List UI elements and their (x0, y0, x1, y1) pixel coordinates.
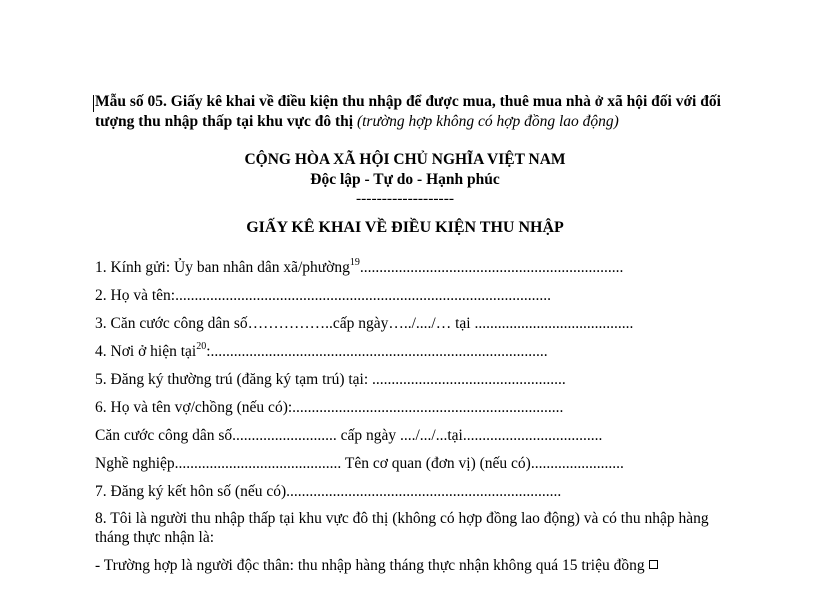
checkbox-single[interactable] (649, 560, 658, 569)
field-spouse-name: 6. Họ và tên vợ/chồng (nếu có):...................................................................... (95, 399, 564, 416)
field-full-name: 2. Họ và tên:................................................................................................. (95, 287, 551, 304)
field-single-income (95, 556, 735, 575)
form-note: (trường hợp không có hợp đồng lao động) (356, 112, 619, 130)
form-heading (95, 92, 725, 131)
field-single-income-text: - Trường hợp là người độc thân: thu nhập hàng tháng thực nhận không quá 15 triệu đồng (95, 557, 645, 574)
field-residence-label: 4. Nơi ở hiện tại (95, 343, 197, 360)
nation-title: CỘNG HÒA XÃ HỘI CHỦ NGHĨA VIỆT NAM (244, 151, 566, 168)
field-registration: 5. Đăng ký thường trú (đăng ký tạm trú) tại: .................................................. (95, 371, 566, 388)
footnote-19: 19 (349, 256, 360, 268)
field-residence-dots: :....................................................................................... (206, 343, 548, 360)
field-recipient-label: 1. Kính gửi: Ủy ban nhân dân xã/phường (95, 259, 350, 276)
form-number: Mẫu số 05. Giấy kê khai về điều kiện thu nhập để được mua, thuê mua nhà ở xã hội đối với đối tượng thu nhập thấp tại khu vực đô thị (95, 93, 721, 130)
field-recipient (95, 258, 623, 277)
field-spouse-id: Căn cước công dân số........................... cấp ngày ..../.../...tại.................................... (95, 427, 603, 444)
footnote-20: 20 (196, 340, 207, 352)
field-recipient-dots: .................................................................... (359, 259, 624, 276)
field-marriage: 7. Đăng ký kết hôn số (nếu có)....................................................................... (95, 483, 562, 500)
document-title: GIẤY KÊ KHAI VỀ ĐIỀU KIỆN THU NHẬP (246, 219, 564, 236)
field-residence (95, 342, 548, 361)
separator-dashes: ------------------- (355, 190, 455, 207)
document-page (95, 92, 735, 574)
text-cursor (93, 95, 94, 112)
national-motto: Độc lập - Tự do - Hạnh phúc (310, 171, 500, 188)
field-income-statement: 8. Tôi là người thu nhập thấp tại khu vực đô thị (không có hợp đồng lao động) và có thu nhập hàng tháng thực nhận là: (95, 510, 709, 546)
field-spouse-job: Nghề nghiệp........................................... Tên cơ quan (đơn vị) (nếu có)........................ (95, 455, 624, 472)
field-id-card: 3. Căn cước công dân số……………..cấp ngày…../..../… tại ......................................... (95, 315, 634, 332)
